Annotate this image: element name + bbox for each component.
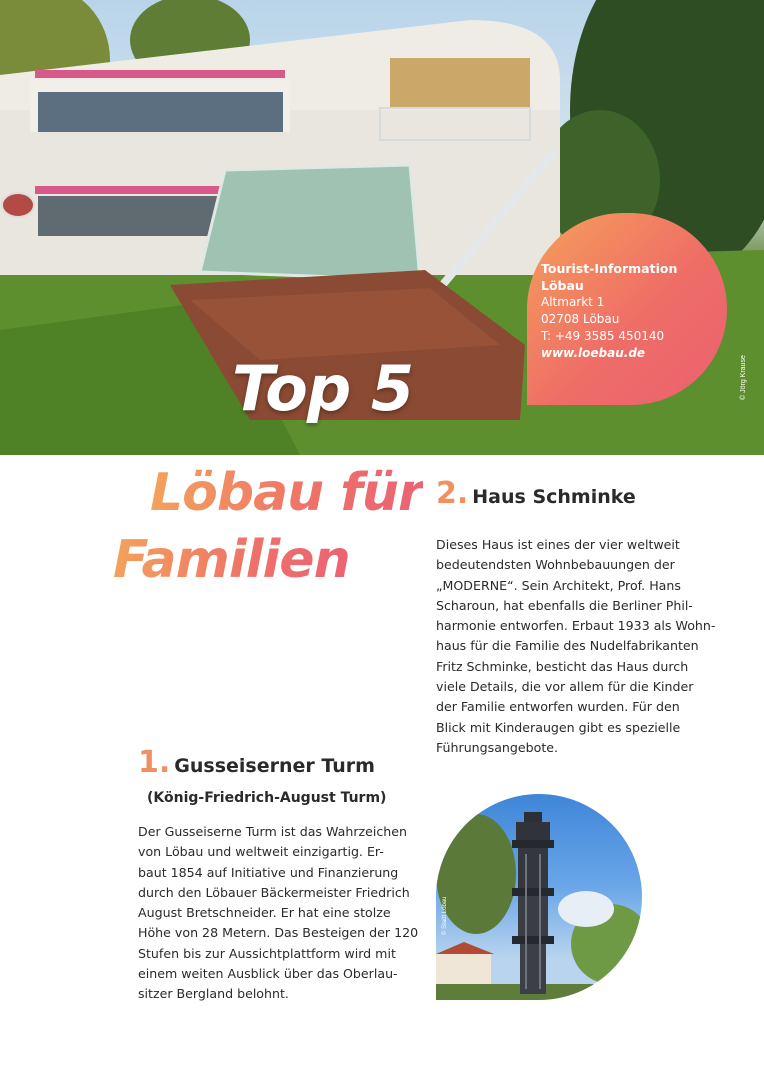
info-city: 02708 Löbau <box>541 312 620 326</box>
headline-line1: Löbau für <box>150 463 423 523</box>
text-line: Der Gusseiserne Turm ist das Wahrzeichen <box>138 824 408 839</box>
text-line: August Bretschneider. Er hat eine stolze <box>138 905 391 921</box>
info-website-link[interactable]: www.loebau.de <box>541 346 646 360</box>
text-line: baut 1854 auf Initiative und Finanzierung <box>138 864 399 880</box>
hero-title: Top 5 <box>232 352 413 425</box>
text-line: Führungsangebote. <box>436 739 559 755</box>
photo-credit: © Jörg Krause <box>740 355 747 400</box>
text-line: Scharoun, hat ebenfalls die Berliner Phil- <box>436 597 693 613</box>
text-line: viele Details, die vor allem für die Kinder <box>436 679 694 695</box>
item2-text <box>436 535 715 758</box>
info-phone: T: +49 3585 450140 <box>541 329 665 343</box>
text-line: Fritz Schminke, besticht das Haus durch <box>436 658 689 674</box>
text-line: Dieses Haus ist eines der vier weltweit <box>436 537 680 552</box>
text-line: harmonie entworfen. Erbaut 1933 als Wohn- <box>436 618 716 634</box>
info-title-line1: Tourist-Information <box>541 261 678 276</box>
item1-heading <box>138 745 375 780</box>
item1-subtitle: (König-Friedrich-August Turm) <box>147 790 387 806</box>
info-street: Altmarkt 1 <box>541 295 605 309</box>
text-line: einem weiten Ausblick über das Oberlau- <box>138 966 398 982</box>
cast-iron-tower-illustration <box>436 794 642 1000</box>
info-title <box>541 260 677 294</box>
headline-line2: Familien <box>113 530 350 590</box>
item1-number: 1. <box>138 745 171 780</box>
text-line: Blick mit Kinderaugen gibt es spezielle <box>436 719 681 735</box>
tower-photo <box>436 794 642 1000</box>
item1-title: Gusseiserner Turm <box>174 755 375 777</box>
item2-number: 2. <box>436 476 469 511</box>
item2-title: Haus Schminke <box>472 486 636 508</box>
item2-heading <box>436 476 636 511</box>
text-line: von Löbau und weltweit einzigartig. Er- <box>138 844 384 860</box>
tourist-info-badge <box>527 213 727 405</box>
item1-text <box>138 822 418 1005</box>
tower-photo-credit: © Stadt Löbau <box>442 896 448 935</box>
text-line: Stufen bis zur Aussichtplattform wird mit <box>138 945 396 961</box>
text-line: der Familie entworfen wurden. Für den <box>436 699 680 715</box>
text-line: haus für die Familie des Nudelfabrikanten <box>436 638 699 654</box>
text-line: sitzer Bergland belohnt. <box>138 986 289 1002</box>
text-line: durch den Löbauer Bäckermeister Friedrich <box>138 884 410 900</box>
info-title-line2: Löbau <box>541 278 584 293</box>
text-line: bedeutendsten Wohnbebauungen der <box>436 557 675 573</box>
text-line: Höhe von 28 Metern. Das Besteigen der 120 <box>138 925 419 941</box>
text-line: „MODERNE“. Sein Architekt, Prof. Hans <box>436 577 681 593</box>
